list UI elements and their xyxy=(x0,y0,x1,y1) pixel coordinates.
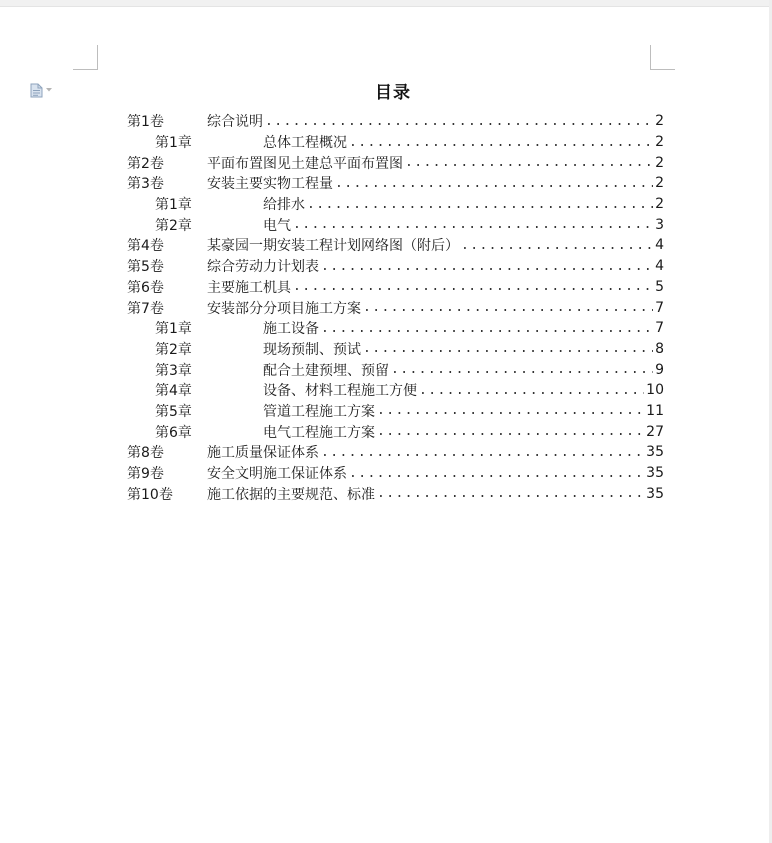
toc-entry-label: 管道工程施工方案 xyxy=(263,403,375,420)
toc-entry-page: 5 xyxy=(655,278,664,295)
toc-entry[interactable] xyxy=(127,256,664,277)
toc-entry-label: 平面布置图见土建总平面布置图 xyxy=(207,155,403,172)
toc-entry[interactable] xyxy=(127,111,664,132)
toc-entry-page: 7 xyxy=(655,320,664,337)
toc-dot-leader xyxy=(321,259,653,274)
toc-entry-page: 2 xyxy=(655,113,664,130)
toc-entry-body xyxy=(235,215,655,235)
toc-entry-body xyxy=(235,339,655,359)
toc-entry-body xyxy=(235,194,655,214)
toc-dot-leader xyxy=(293,217,653,232)
toc-entry-label: 主要施工机具 xyxy=(207,279,291,296)
toc-dot-leader xyxy=(461,238,653,253)
toc-entry[interactable] xyxy=(127,194,664,215)
toc-dot-leader xyxy=(363,341,653,356)
toc-entry-body xyxy=(207,153,655,173)
toc-entry-number: 第1章 xyxy=(155,321,192,338)
toc-entry-page: 35 xyxy=(646,444,664,461)
toc-entry-number: 第4章 xyxy=(155,383,192,400)
toc-dot-leader xyxy=(377,486,644,501)
toc-entry-label: 施工质量保证体系 xyxy=(207,445,319,462)
toc-entry-body xyxy=(235,360,655,380)
toc-entry-label: 某豪园一期安装工程计划网络图（附后） xyxy=(207,238,459,255)
toc-entry-page: 4 xyxy=(655,258,664,275)
toc-entry-number: 第2卷 xyxy=(127,155,164,172)
toc-entry-page: 2 xyxy=(655,175,664,192)
toc-entry-number: 第5章 xyxy=(155,403,192,420)
toc-entry-number: 第10卷 xyxy=(127,486,173,503)
toc-entry-number: 第6卷 xyxy=(127,279,164,296)
toc-dot-leader xyxy=(307,197,653,212)
top-toolbar-strip xyxy=(0,0,772,7)
toc-entry-page: 7 xyxy=(655,299,664,316)
toc-entry[interactable] xyxy=(127,463,664,484)
toc-entry-label: 安全文明施工保证体系 xyxy=(207,466,347,483)
toc-dot-leader xyxy=(265,114,653,129)
toc-entry[interactable] xyxy=(127,132,664,153)
toc-entry[interactable] xyxy=(127,442,664,463)
toc-entry-label: 安装部分分项目施工方案 xyxy=(207,300,361,317)
toc-entry[interactable] xyxy=(127,235,664,256)
toc-entry-body xyxy=(207,235,655,255)
toc-entry[interactable] xyxy=(127,297,664,318)
toc-entry-number: 第1章 xyxy=(155,197,192,214)
toc-entry-label: 综合劳动力计划表 xyxy=(207,259,319,276)
toc-entry-body xyxy=(207,111,655,131)
toc-entry[interactable] xyxy=(127,483,664,504)
toc-title: 目录 xyxy=(375,83,411,103)
toc-dot-leader xyxy=(363,300,653,315)
toc-entry-page: 2 xyxy=(655,196,664,213)
toc-entry-label: 现场预制、预试 xyxy=(263,341,361,358)
toc-dot-leader xyxy=(321,445,644,460)
table-of-contents xyxy=(127,111,664,504)
toc-entry[interactable] xyxy=(127,339,664,360)
toc-entry[interactable] xyxy=(127,214,664,235)
toc-entry-label: 电气 xyxy=(263,217,291,234)
toc-entry[interactable] xyxy=(127,173,664,194)
toc-dot-leader xyxy=(391,362,653,377)
toc-dot-leader xyxy=(349,135,653,150)
toc-entry-label: 设备、材料工程施工方便 xyxy=(263,383,417,400)
toc-entry-label: 综合说明 xyxy=(207,114,263,131)
toc-entry-label: 配合土建预埋、预留 xyxy=(263,362,389,379)
toc-entry-number: 第2章 xyxy=(155,217,192,234)
toc-entry-page: 8 xyxy=(655,340,664,357)
toc-entry-label: 安装主要实物工程量 xyxy=(207,176,333,193)
toc-entry-label: 给排水 xyxy=(263,197,305,214)
toc-entry[interactable] xyxy=(127,401,664,422)
toc-dot-leader xyxy=(335,176,653,191)
toc-entry-body xyxy=(207,442,646,462)
toc-dot-leader xyxy=(419,383,644,398)
toc-entry-number: 第3卷 xyxy=(127,176,164,193)
toc-entry-page: 35 xyxy=(646,465,664,482)
toc-entry-body xyxy=(207,484,646,504)
toc-entry-page: 2 xyxy=(655,154,664,171)
toc-entry-number: 第2章 xyxy=(155,341,192,358)
toc-entry-body xyxy=(235,132,655,152)
toc-entry-number: 第5卷 xyxy=(127,259,164,276)
margin-corner-top-left xyxy=(73,45,98,70)
toc-entry-page: 4 xyxy=(655,237,664,254)
toc-entry[interactable] xyxy=(127,152,664,173)
toc-entry[interactable] xyxy=(127,421,664,442)
toc-entry-page: 11 xyxy=(646,402,664,419)
toc-entry-number: 第7卷 xyxy=(127,300,164,317)
toc-entry-label: 总体工程概况 xyxy=(263,135,347,152)
toc-dot-leader xyxy=(321,321,653,336)
toc-dot-leader xyxy=(349,466,644,481)
toc-entry[interactable] xyxy=(127,277,664,298)
toc-dot-leader xyxy=(293,279,653,294)
toc-entry[interactable] xyxy=(127,380,664,401)
toc-entry[interactable] xyxy=(127,318,664,339)
toc-entry-number: 第9卷 xyxy=(127,466,164,483)
toc-entry-number: 第1章 xyxy=(155,135,192,152)
toc-entry-number: 第3章 xyxy=(155,362,192,379)
margin-corner-top-right xyxy=(650,45,675,70)
toc-dot-leader xyxy=(377,403,644,418)
toc-entry-body xyxy=(235,380,646,400)
toc-entry-page: 35 xyxy=(646,485,664,502)
toc-entry-label: 施工设备 xyxy=(263,321,319,338)
toc-entry-label: 施工依据的主要规范、标准 xyxy=(207,486,375,503)
toc-entry-body xyxy=(207,463,646,483)
toc-entry-body xyxy=(235,422,646,442)
toc-entry-body xyxy=(207,256,655,276)
toc-entry-page: 27 xyxy=(646,423,664,440)
toc-entry-number: 第1卷 xyxy=(127,114,164,131)
toc-entry[interactable] xyxy=(127,359,664,380)
toc-entry-body xyxy=(207,298,655,318)
toc-entry-page: 3 xyxy=(655,216,664,233)
toc-entry-page: 2 xyxy=(655,134,664,151)
toc-entry-body xyxy=(235,401,646,421)
toc-dot-leader xyxy=(405,155,653,170)
toc-entry-body xyxy=(207,277,655,297)
toc-entry-number: 第4卷 xyxy=(127,238,164,255)
toc-entry-number: 第8卷 xyxy=(127,445,164,462)
toc-entry-body xyxy=(207,173,655,193)
toc-entry-body xyxy=(235,318,655,338)
toc-entry-page: 9 xyxy=(655,361,664,378)
toc-entry-label: 电气工程施工方案 xyxy=(263,424,375,441)
toc-entry-number: 第6章 xyxy=(155,424,192,441)
toc-entry-page: 10 xyxy=(646,382,664,399)
toc-dot-leader xyxy=(377,424,644,439)
